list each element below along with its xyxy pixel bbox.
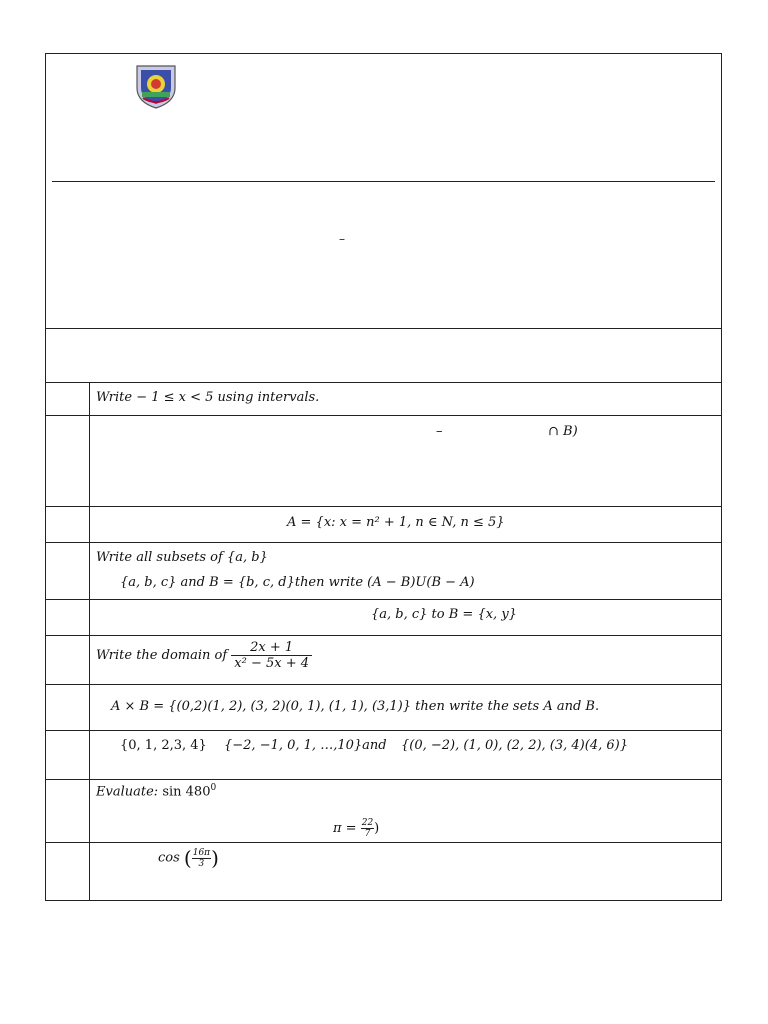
question-6 [96, 640, 312, 671]
instruction-dash: – [339, 232, 345, 246]
argument-denominator: 3 [192, 858, 211, 869]
pi-numerator: 22 [361, 818, 374, 828]
row-divider [46, 599, 721, 600]
row-divider [46, 842, 721, 843]
row-divider [46, 415, 721, 416]
question-6-prefix: Write the domain of [96, 648, 228, 663]
question-8-relation: {(0, −2), (1, 0), (2, 2), (3, 4)(4, 6)} [401, 738, 628, 753]
pi-approximation: π = [333, 821, 357, 836]
row-divider [46, 730, 721, 731]
fraction-numerator: 2x + 1 [250, 640, 294, 655]
question-5: {a, b, c} to B = {x, y} [371, 607, 517, 622]
question-paper [45, 53, 722, 901]
evaluate-label: Evaluate: [96, 784, 159, 800]
open-parenthesis: ( [183, 846, 192, 870]
question-4-line-2: {a, b, c} and B = {b, c, d}then write (A − B)U(B − A) [120, 575, 475, 590]
close-parenthesis: ) [211, 846, 219, 870]
row-divider [46, 779, 721, 780]
number-column-divider [89, 382, 90, 900]
argument-numerator: 16π [192, 847, 211, 858]
cosine-argument-fraction [192, 848, 211, 869]
cosine-label: cos [158, 850, 180, 866]
pi-fraction [361, 818, 374, 839]
question-3: A = {x: x = n² + 1, n ∈ N, n ≤ 5} [287, 515, 505, 530]
closing-parenthesis: ) [374, 821, 380, 836]
section-divider [46, 328, 721, 329]
row-divider [46, 542, 721, 543]
pi-denominator: 7 [361, 828, 374, 839]
question-10 [158, 846, 219, 870]
row-divider [46, 382, 721, 383]
question-2-fragment-a: – [436, 424, 443, 439]
question-8-set-a: {0, 1, 2,3, 4} [120, 738, 207, 753]
question-8-set-b: {−2, −1, 0, 1, …,10}and [224, 738, 387, 753]
question-1: Write − 1 ≤ x < 5 using intervals. [96, 390, 320, 405]
row-divider [46, 635, 721, 636]
degree-superscript: 0 [210, 783, 217, 793]
row-divider [46, 506, 721, 507]
header-divider [52, 181, 715, 182]
question-9-line-1 [96, 783, 216, 799]
question-4-line-1: Write all subsets of {a, b} [96, 550, 268, 565]
question-7: A × B = {(0,2)(1, 2), (3, 2)(0, 1), (1, 1), (3,1)} then write the sets A and B. [111, 699, 600, 714]
fraction-denominator: x² − 5x + 4 [231, 655, 312, 671]
question-9-line-2 [333, 818, 379, 839]
question-6-fraction [231, 640, 312, 671]
row-divider [46, 684, 721, 685]
sine-expression: sin 480 [162, 784, 211, 800]
question-2-fragment-b: ∩ B) [548, 424, 578, 439]
school-crest-logo [134, 62, 178, 110]
